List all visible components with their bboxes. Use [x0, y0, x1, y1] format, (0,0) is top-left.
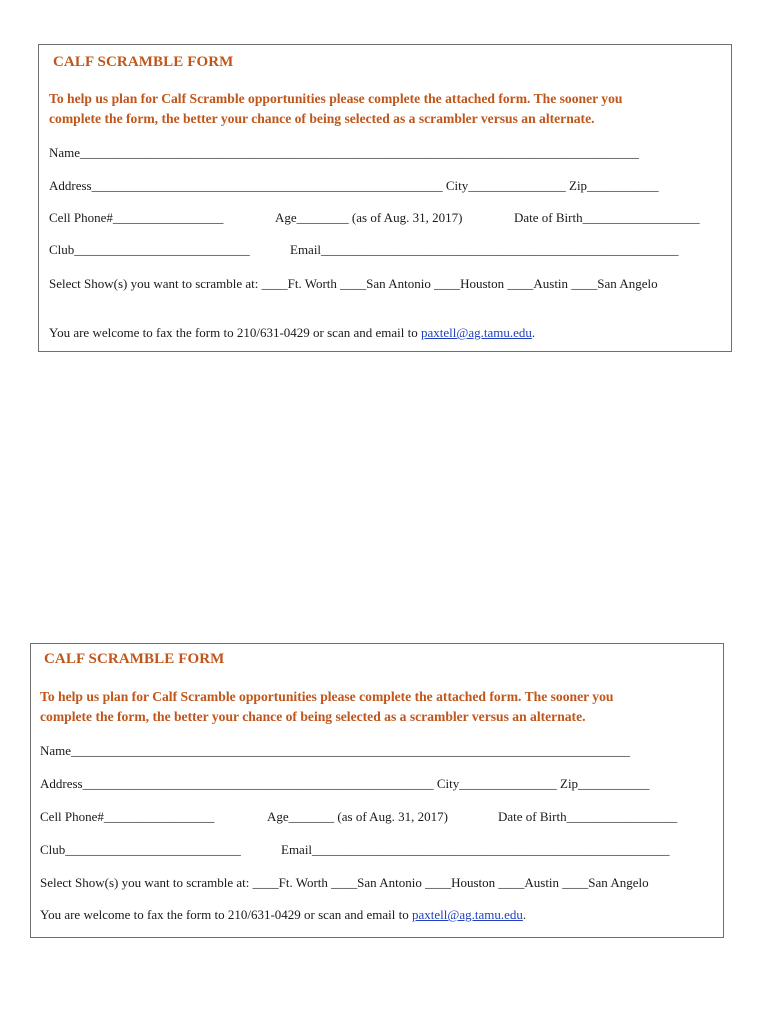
form-title: CALF SCRAMBLE FORM [53, 54, 234, 70]
cell-phone-field[interactable]: Cell Phone#_________________ [49, 210, 224, 225]
form-intro-line-1: To help us plan for Calf Scramble opportunities please complete the attached form. The sooner you [40, 689, 614, 704]
select-shows-field[interactable]: Select Show(s) you want to scramble at: ____Ft. Worth ____San Antonio ____Houston ____Austin ____San Angelo [49, 276, 658, 291]
calf-scramble-form-bottom [30, 643, 724, 938]
email-field[interactable]: Email_______________________________________________________ [290, 242, 679, 257]
club-field[interactable]: Club___________________________ [40, 842, 241, 857]
form-intro-line-2: complete the form, the better your chance of being selected as a scrambler versus an alternate. [49, 111, 595, 126]
email-link[interactable]: paxtell@ag.tamu.edu [411, 907, 523, 922]
select-shows-field[interactable]: Select Show(s) you want to scramble at: ____Ft. Worth ____San Antonio ____Houston ____Austin ____San Angelo [40, 875, 649, 890]
fax-text: You are welcome to fax the form to 210/631-0429 or scan and email to [40, 907, 412, 922]
email-field[interactable]: Email_______________________________________________________ [281, 842, 670, 857]
name-field[interactable]: Name______________________________________________________________________________________ [40, 743, 631, 758]
address-field[interactable]: Address______________________________________________________ City_______________ Zip___________ [49, 178, 659, 193]
calf-scramble-form-top [38, 44, 732, 352]
form-title: CALF SCRAMBLE FORM [44, 651, 225, 667]
fax-end: . [522, 907, 527, 922]
age-field[interactable]: Age________ (as of Aug. 31, 2017) [275, 210, 463, 225]
form-intro-line-2: complete the form, the better your chance of being selected as a scrambler versus an alternate. [40, 709, 586, 724]
fax-text: You are welcome to fax the form to 210/631-0429 or scan and email to [49, 325, 421, 340]
form-intro-line-1: To help us plan for Calf Scramble opportunities please complete the attached form. The sooner you [49, 91, 623, 106]
club-field[interactable]: Club___________________________ [49, 242, 250, 257]
fax-end: . [531, 325, 536, 340]
cell-phone-field[interactable]: Cell Phone#_________________ [40, 809, 215, 824]
age-field[interactable]: Age_______ (as of Aug. 31, 2017) [267, 809, 448, 824]
fax-instructions [40, 907, 526, 923]
name-field[interactable]: Name______________________________________________________________________________________ [49, 145, 640, 160]
date-of-birth-field[interactable]: Date of Birth_________________ [498, 809, 678, 824]
email-link[interactable]: paxtell@ag.tamu.edu [420, 325, 532, 340]
date-of-birth-field[interactable]: Date of Birth__________________ [514, 210, 700, 225]
fax-instructions [49, 325, 535, 341]
address-field[interactable]: Address______________________________________________________ City_______________ Zip___________ [40, 776, 650, 791]
